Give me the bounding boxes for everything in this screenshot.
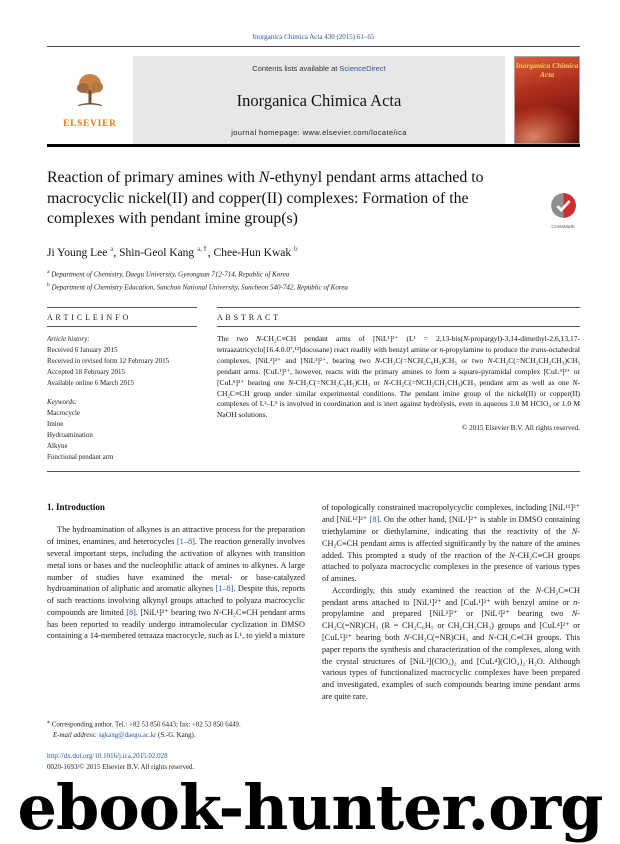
elsevier-logo[interactable] [47, 56, 133, 144]
homepage-url-link[interactable]: www.elsevier.com/locate/ica [302, 128, 407, 137]
email-suffix: (S.-G. Kang). [156, 731, 196, 739]
footnote-star: ⁎ [47, 718, 50, 725]
footnote-email-line [47, 731, 347, 742]
elsevier-wordmark: ELSEVIER [63, 118, 117, 128]
article-history-label: Article history: [47, 335, 90, 344]
keyword-item: Imine [47, 420, 64, 429]
ebook-hunter-watermark: ebook-hunter.org [17, 771, 603, 844]
journal-cover-thumbnail[interactable] [514, 56, 580, 144]
doi-link[interactable]: http://dx.doi.org/10.1016/j.ica.2015.02.028 [47, 752, 168, 761]
corresponding-author-footnote [47, 718, 347, 742]
abstract-heading: A B S T R A C T [217, 307, 580, 327]
email-label: E-mail address: [53, 731, 97, 739]
article-info-abstract-section [47, 307, 580, 472]
history-item: Received 6 January 2015 [47, 346, 118, 355]
body-column-right [322, 502, 580, 702]
article-info-body [47, 334, 197, 462]
affiliation-b: $^b$ Department of Chemistry Education, Sunchon National University, Suncheon 540-742, Republic of Korea [47, 282, 348, 292]
history-item: Received in revised form 12 February 2015 [47, 356, 170, 365]
page-footer [47, 752, 580, 771]
history-item: Available online 6 March 2015 [47, 378, 134, 387]
history-item: Accepted 18 February 2015 [47, 367, 125, 376]
issn-copyright-line: 0020-1693/© 2015 Elsevier B.V. All rights reserved. [47, 763, 195, 772]
affiliation-a: $^a$ Department of Chemistry, Daegu University, Gyeongsan 712-714, Republic of Korea [47, 269, 290, 279]
intro-paragraph-2: Accordingly, this study examined the reaction of the N-CH₂C≡CH pendant arms attached to [NiL¹]²⁺ and [CuL¹]²⁺ with benzyl amine or n-propylamine and prepared [NiL²]²⁺ or [NiL³]²⁺ bearing two N-CH₂C(=NR)CH₃ (R = CH₂C₆H₅ or CH₂CH₂CH₃) groups and [CuL⁴]²⁺ or [CuL⁵]²⁺ bearing both N-CH₂C(=NR)CH₃ and N-CH₂C≡CH groups. This paper reports the synthesis and characterization of the complexes, along with the crystal structures of [NiL²](ClO₄)₂ and [CuL⁴](ClO₄)₂·H₂O. Although various types of functionalized macrocyclic complexes have been prepared and investigated, examples of such compounds bearing imine pendant arms are quite rare. [322, 585, 580, 701]
article-body [47, 502, 580, 702]
intro-paragraph-1-continued: of topologically constrained macropolycyclic complexes, including [NiL¹¹]²⁺ and [NiL¹²]²⁺ [8]. On the other hand, [NiL¹]²⁺ is stable in DMSO containing triethylamine or diethylamine, indicating that the reactivity of the N-CH₂C≡CH pendant arms is affected significantly by the nature of the amines added. This prompted a study of the reaction of the N-CH₂C≡CH groups attached to polyaza macrocyclic complexes in the presence of various types of amines. [322, 503, 580, 584]
abstract-body [217, 334, 580, 432]
journal-header-center [133, 56, 505, 144]
abstract-column [217, 307, 580, 462]
article-info-heading: A R T I C L E I N F O [47, 307, 197, 327]
homepage-label: journal homepage: [231, 128, 303, 137]
crossmark-badge[interactable] [542, 192, 584, 230]
crossmark-icon [550, 206, 577, 223]
keyword-item: Macrocycle [47, 409, 81, 418]
elsevier-tree-icon [70, 72, 110, 115]
section-heading-introduction: 1. Introduction [47, 502, 105, 513]
keyword-item: Hydroamination [47, 430, 93, 439]
homepage-line [137, 128, 501, 137]
abstract-copyright: © 2015 Elsevier B.V. All rights reserved. [461, 424, 580, 433]
contents-line [137, 64, 501, 73]
keywords-label: Keywords: [47, 398, 78, 407]
affiliations [47, 268, 580, 294]
abstract-text: The two N-CH₂C≡CH pendant arms of [NiL¹]²⁺ (L¹ = 2,13-bis(N-propargyl)-3,14-dimethyl-2,6,13,17-tetraazatricyclo[16.4.0.0⁷,¹²]docosane) react readily with benzyl amine or n-propylamine to produce the trans-octahedral complexes, [NiL²]²⁺ and [NiL³]²⁺, bearing two N-CH₂C(=NCH₂C₆H₅)CH₃ or two N-CH₂C(=NCH₂CH₂CH₃)CH₃ pendant arms. [CuL¹]²⁺, however, reacts with the primary amines to form a square-pyramidal complex [CuL⁴]²⁺ or [CuL⁵]²⁺ bearing one N-CH₂C(=NCH₂C₆H₅)CH₃ or N-CH₂C(=NCH₂CH₂CH₃)CH₃ pendant arm as well as one N-CH₂C≡CH group under similar experimental conditions. The pendant imine group of the nickel(II) or copper(II) complexes of L²–L⁵ is involved in coordination and is inert against hydrolysis, even in aqueous 1.0 M HClO₄ or 1.0 M NaOH solutions. [217, 334, 581, 420]
body-column-left [47, 502, 305, 702]
top-divider [47, 46, 580, 47]
crossmark-label: CrossMark [551, 225, 575, 230]
journal-title: Inorganica Chimica Acta [236, 90, 402, 110]
keyword-item: Functional pendant arm [47, 452, 114, 461]
contents-prefix: Contents lists available at [252, 64, 340, 73]
journal-header [47, 56, 580, 144]
article-info-column [47, 307, 197, 462]
email-link[interactable]: sgkang@daegu.ac.kr [98, 731, 157, 739]
footnote-line-1 [47, 718, 347, 731]
intro-paragraph-1: The hydroamination of alkynes is an attractive process for the preparation of imines, enamines, and heterocycles [1–8]. The reaction generally involves several important steps, including the activation of alkynes with transition metal ions or bases and the nucleophilic attack of amines to alkynes. A large number of studies have examined the metal- or base-catalyzed hydroamination of aliphatic and aromatic alkynes [1–8]. Despite this, reports of such reactions involving alkynyl groups attached to polyaza macrocyclic compounds are limited [8]. [NiL¹]²⁺ bearing two N-CH₂C≡CH pendant arms has been reported to readily undergo intramolecular cyclization in DMSO containing a 14-membered tetraaza macrocycle, such as L¹, to yield a mixture [47, 525, 305, 641]
article-title: Reaction of primary amines with N-ethynyl pendant arms attached to macrocyclic nickel(II) and copper(II) complexes: Formation of the complexes with pendant imine group(s) [47, 169, 484, 228]
journal-header-box [47, 56, 505, 144]
footnote-text: Corresponding author. Tel.: +82 53 850 6443; fax: +82 53 850 6449. [50, 721, 241, 729]
header-black-rule [47, 144, 580, 147]
sciencedirect-link[interactable]: ScienceDirect [339, 64, 386, 73]
author-list: Ji Young Lee $^a$, Shin-Geol Kang $^{a,⇑}$, Chee-Hun Kwak $^b$ [47, 244, 298, 259]
journal-cover-title: Inorganica Chimica Acta [515, 61, 579, 79]
keyword-item: Alkyne [47, 441, 68, 450]
journal-citation-link[interactable]: Inorganica Chimica Acta 430 (2015) 61–65 [252, 33, 375, 41]
